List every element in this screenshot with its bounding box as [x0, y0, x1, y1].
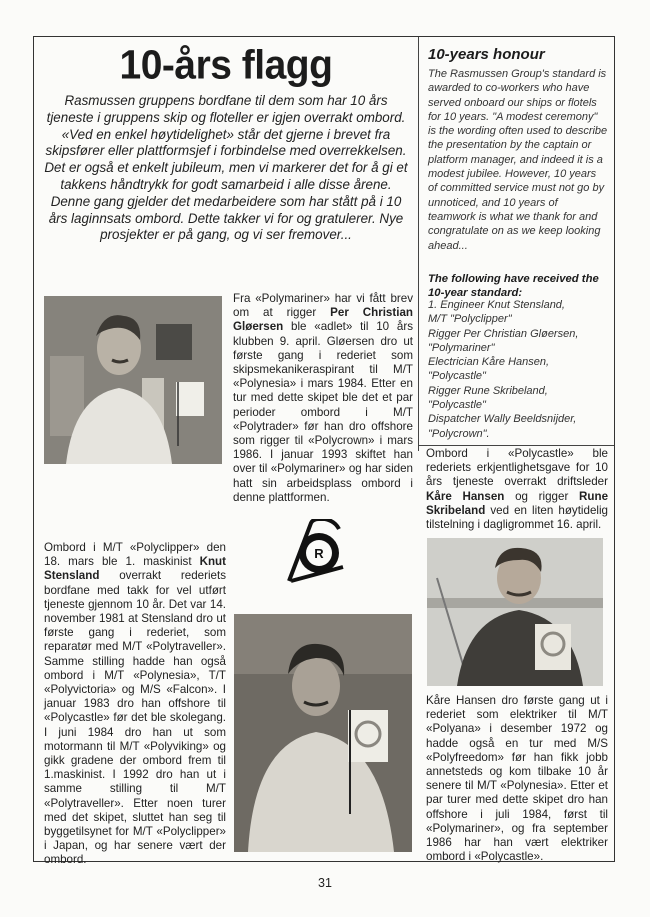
text-run: og rigger	[504, 489, 580, 503]
text-run: Ombord i M/T «Polyclipper» den 18. mars ble 1. maskinist	[44, 541, 226, 569]
sidebar-text: The Rasmussen Group's standard is awarded to co-workers who have served onboard our ships or flotels for 10 years. "A modest ceremony" is the wording often used to describe the presentation by the captain or platform manager, and indeed it is a modest jubilee. However, 10 years of committed service must not go by unnoticed, and 10 years of teamwork is what we thank for and congratulate on as we keep looking ahead...	[428, 68, 608, 252]
polycastle-article	[426, 447, 608, 532]
sidebar-subtitle: The following have received the 10-year standard:	[428, 273, 599, 299]
person-name: Rune Skribeland	[426, 489, 609, 517]
page-number: 31	[318, 876, 332, 890]
recipient-line: Rigger Rune Skribeland,	[428, 384, 548, 397]
intro-text	[40, 93, 412, 244]
recipient-line: Rigger Per Christian Gløersen,	[428, 327, 579, 340]
article-title: 10-års flagg	[119, 42, 333, 89]
photo-stensland	[234, 614, 412, 852]
sidebar-divider	[418, 37, 419, 451]
text-run: Ombord i «Polycastle» ble rederiets erkjentlighetsgave for 10 års tjeneste overrakt driftsleder	[426, 447, 608, 489]
recipient-line: 1. Engineer Knut Stensland,	[428, 299, 565, 311]
sidebar-bottom-rule	[418, 445, 614, 446]
recipient-line: Electrician Kåre Hansen,	[428, 356, 550, 369]
gloersen-article	[233, 292, 413, 505]
text-run: ved en liten høytidelig tilstelning i dagligrommet 16. april.	[426, 503, 608, 532]
recipient-line: "Polycastle"	[428, 399, 486, 412]
intro-paragraph-1: Rasmussen gruppens bordfane til dem som har 10 års tjeneste i gruppens skip og floteller er igjen overrakt ombord. «Ved en enkel høytidelighet» står det gjerne i brevet fra skipsfører eller plattformsjef i forbindelse med overrekkelsen.	[45, 93, 407, 159]
recipient-list	[428, 298, 610, 441]
rasmussen-logo	[283, 519, 349, 583]
text-run: overrakt rederiets bordfane med takk for vel utført tjeneste gjennom 10 år. Det var 14. november 1981 at Stensland dro ut første gang i rederiet, som reparatør med M/T «Polytraveller». Samme stilling hadde han også ombord i M/T «Polynesia», T/T «Polyvictoria» og M/S «Falcon». I januar 1983 dro han offshore til «Polycastle» før det ble skolegang. I juni 1984 dro han ut som motormann til M/T «Polyviking» og gikk gradene der ombord frem til 1.maskinist. I 1992 dro han ut i samme stilling til M/T «Polytraveller». Etter noen turer med det skipet, sluttet han seg til byggetilsynet for M/T «Polyclipper» i Japan, og har senere vært der ombord.	[44, 569, 226, 867]
recipient-line: M/T "Polyclipper"	[428, 313, 512, 326]
hansen-article: Kåre Hansen dro første gang ut i rederiet som elektriker til M/T «Polyana» i desember 1972 og hadde også en tur med M/S «Polyfreedom» før han fikk jobb annetsteds og kom tilbake 10 år senere til M/T «Polynesia». Etter et par turer med dette skipet dro han offshore i juli 1984, først til «Polymariner», og fra september 1986 har han vært elektriker ombord i «Polycastle».	[426, 694, 608, 864]
logo-letter: R	[314, 546, 324, 561]
text-run: Fra «Polymariner» har vi fått brev om at rigger	[233, 292, 413, 320]
text-run: ble «adlet» til 10 års klubben 9. april. Gløersen dro ut første gang i rederiet som skipsmekanikeraspirant til M/T «Polynesia» i mars 1984. Etter en tur med dette skipet ble det et par perioder ombord i M/T «Polytrader» før han dro offshore som rigger til «Polycrown» i mars 1986. I januar 1993 skiftet han over til «Polymariner» og har siden hatt sin arbeidsplass ombord i denne plattformen.	[233, 320, 413, 504]
recipient-line: "Polymariner"	[428, 341, 495, 354]
person-name: Per Christian Gløersen	[233, 306, 413, 334]
recipient-line: Dispatcher Wally Beeldsnijder,	[428, 413, 577, 426]
stensland-article	[44, 541, 226, 868]
person-name: Knut Stensland	[44, 555, 226, 583]
sidebar-title: 10-years honour	[428, 46, 545, 63]
photo-hansen	[427, 538, 603, 686]
photo-gloersen	[44, 296, 222, 464]
recipient-line: "Polycrown".	[428, 427, 490, 440]
person-name: Kåre Hansen	[426, 489, 505, 503]
recipient-line: "Polycastle"	[428, 370, 486, 383]
intro-paragraph-2: Det er også et enkelt jubileum, men vi markerer det for å gi et takkens håndtrykk for godt samarbeid i alle disse årene. Denne gang gjelder det medarbeidere som har stått på i 10 års laginnsats ombord. Dette takker vi for og gratulerer. Nye prosjekter er på gang, og vi ser fremover...	[44, 160, 408, 243]
